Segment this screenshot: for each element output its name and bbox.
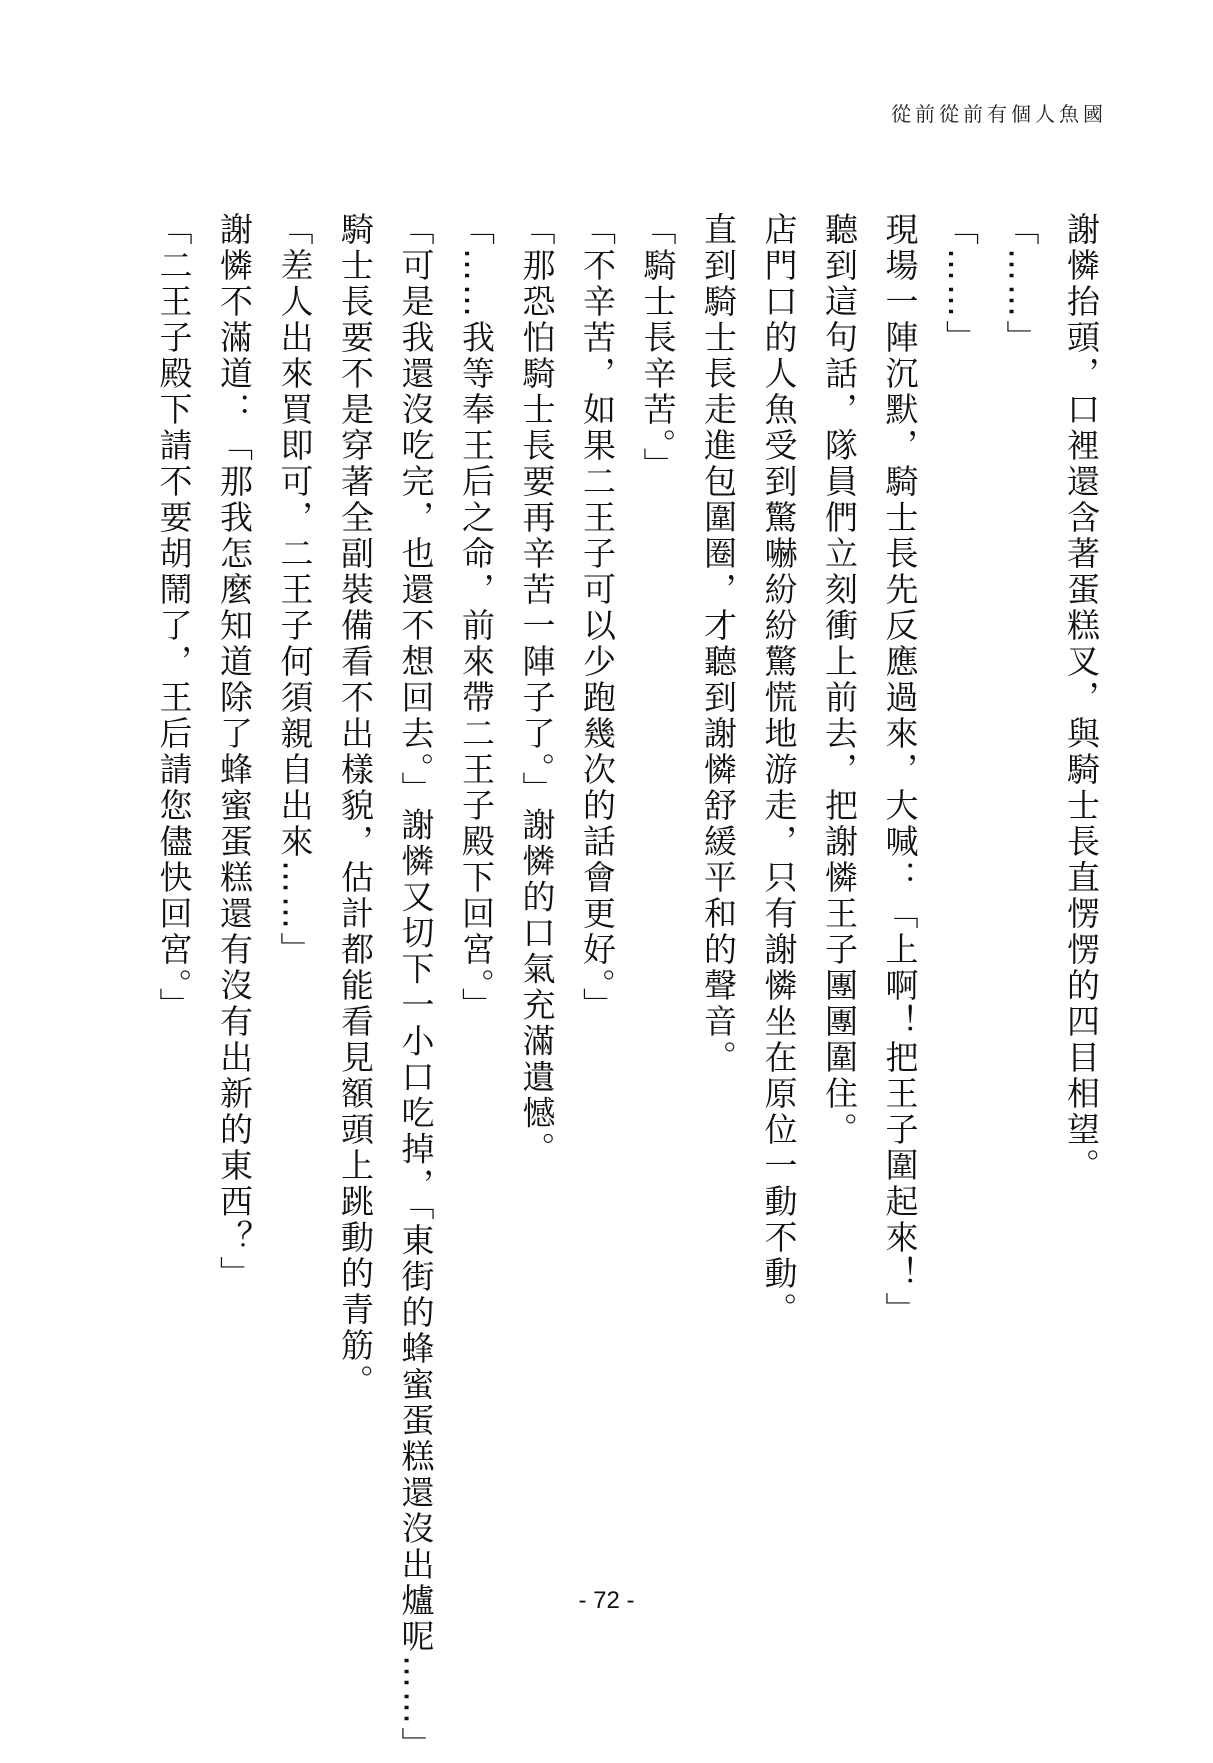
- paragraph: 店門口的人魚受到驚嚇紛紛驚慌地游走，只有謝憐坐在原位一動不動。: [759, 212, 799, 1328]
- running-head-title: 從前從前有個人魚國: [891, 102, 1107, 126]
- paragraph: 聽到這句話，隊員們立刻衝上前去，把謝憐王子團團圍住。: [820, 212, 859, 1148]
- paragraph: 「那恐怕騎士長要再辛苦一陣子了。」謝憐的口氣充滿遺憾。: [517, 212, 557, 1168]
- paragraph: 「……」: [941, 212, 980, 356]
- paragraph: 「差人出來買即可，二王子何須親自出來……」: [275, 212, 315, 968]
- paragraph: 現場一陣沉默，騎士長先反應過來，大喊：「上啊！把王子圍起來！」: [880, 212, 920, 1328]
- paragraph: 「……我等奉王后之命，前來帶二王子殿下回宮。」: [457, 212, 496, 1024]
- page-number: - 72 -: [578, 1587, 635, 1614]
- paragraph: 直到騎士長走進包圍圈，才聽到謝憐舒緩平和的聲音。: [699, 212, 738, 1076]
- paragraph: 騎士長要不是穿著全副裝備看不出樣貌，估計都能看見額頭上跳動的青筋。: [336, 212, 375, 1400]
- paragraph: 「騎士長辛苦。」: [638, 212, 678, 484]
- paragraph: 「……」: [1001, 212, 1041, 356]
- paragraph: 「可是我還沒吃完，也還不想回去。」謝憐又切下一小口吃掉，「東街的蜂蜜蛋糕還沒出爐呢……」: [396, 212, 436, 1763]
- paragraph: 「二王子殿下請不要胡鬧了，王后請您儘快回宮。」: [154, 212, 194, 1024]
- paragraph: 「不辛苦，如果二王子可以少跑幾次的話會更好。」: [578, 212, 617, 1024]
- paragraph: 謝憐不滿道：「那我怎麼知道除了蜂蜜蛋糕還有沒有出新的東西？」: [215, 212, 254, 1292]
- paragraph: 謝憐抬頭，口裡還含著蛋糕叉，與騎士長直愣愣的四目相望。: [1062, 212, 1101, 1184]
